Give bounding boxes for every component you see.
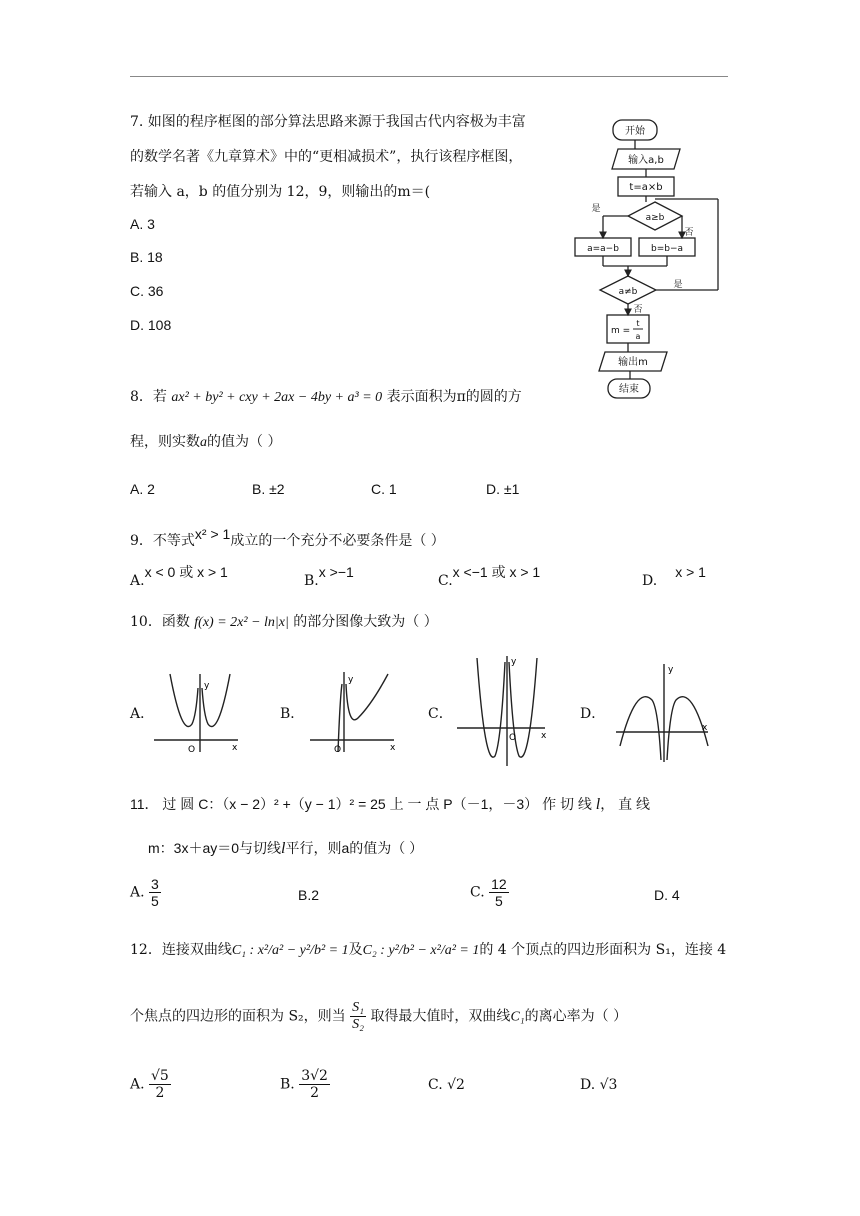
flow-left: a=a−b [587,244,619,254]
svg-text:O: O [188,745,196,754]
q7-line2: 的数学名著《九章算术》中的“更相减损术”，执行该程序框图， [130,149,523,165]
q7-line3: 若输入 a，b 的值分别为 12，9，则输出的m＝( [130,184,431,200]
svg-text:y: y [668,665,674,675]
q10-graph-d[interactable] [614,660,714,764]
q9-option-d[interactable]: D.x > 1 [642,564,706,589]
svg-text:x: x [541,731,547,741]
flow-yes1: 是 [591,204,601,214]
flow-input: 输入a,b [628,155,664,166]
q10-label-d[interactable]: D． [580,706,606,722]
q9-option-c[interactable]: C.x <−1 或 x > 1 [438,564,541,589]
flow-cond2: a≠b [618,287,638,297]
svg-text:y: y [204,681,210,691]
q10-graph-a[interactable] [152,668,244,754]
svg-text:O: O [509,733,517,743]
q7-option-a[interactable]: A. 3 [130,216,155,232]
q12-option-c[interactable]: C. √2 [428,1077,465,1093]
q8-option-a[interactable]: A. 2 [130,481,155,497]
flow-m-num: t [636,319,640,328]
q11-option-d[interactable]: D. 4 [654,887,680,903]
q7-flowchart [568,112,728,404]
q12-c1: C₁ : x²/a² − y²/b² = 1 [231,943,349,958]
flow-end: 结束 [619,384,639,395]
q9-option-a[interactable]: A.x < 0 或 x > 1 [130,564,228,589]
q7-line1: 7. 如图的程序框图的部分算法思路来源于我国古代内容极为丰富 [130,114,526,130]
flow-yes2: 是 [673,280,683,290]
q12-option-b[interactable]: B. $\frac{3√2}{2}$ [280,1068,328,1101]
q8-option-b[interactable]: B. ±2 [252,481,285,497]
flow-output: 输出m [618,357,648,368]
q11-line1: 11． 过 圆 C：（x − 2）² +（y − 1）² = 25 上 一 点 P（－1，－3） 作 切 线 l， 直 线 [130,796,650,813]
q12-option-a[interactable]: A. $\frac{√5}{2}$ [130,1068,169,1101]
q10-graph-b[interactable] [308,668,400,754]
q8-equation: ax² + by² + cxy + 2ax − 4by + a³ = 0 [171,390,383,405]
q7-option-b[interactable]: B. 18 [130,249,163,265]
flow-right: b=b−a [650,244,684,254]
q8-option-c[interactable]: C. 1 [371,481,397,497]
q11-option-b[interactable]: B.2 [298,887,320,903]
svg-text:y: y [348,675,354,685]
q7-option-c[interactable]: C. 36 [130,283,164,299]
q7-option-d[interactable]: D. 108 [130,317,172,333]
flow-m-lhs: m = [611,326,631,336]
svg-text:x: x [390,743,396,753]
q11-option-c[interactable]: C. $\frac{12}{5}$ [470,876,507,909]
flow-no1: 否 [684,228,694,238]
q9-line1: 9．不等式x² > 1成立的一个充分不必要条件是（ ） [130,526,445,549]
svg-text:x: x [232,743,238,753]
q10-line1: 10．函数 f(x) = 2x² − ln|x| 的部分图像大致为（ ） [130,614,438,630]
flow-no2: 否 [633,305,643,315]
q10-function: f(x) = 2x² − ln|x| [194,615,289,630]
q12-line1: 12．连接双曲线C₁ : x²/a² − y²/b² = 1及C₂ : y²/b² − x²/a² = 1的 4 个顶点的四边形面积为 S₁，连接 4 [130,942,727,958]
flow-assign: t=a×b [629,182,663,193]
q10-label-a[interactable]: A． [130,706,155,722]
q12-c2: C₂ : y²/b² − x²/a² = 1 [362,943,480,958]
q12-option-d[interactable]: D. √3 [580,1077,618,1093]
flow-m-den: a [635,332,641,341]
q8-line2: 程，则实数a的值为（ ） [130,434,282,450]
q11-option-a[interactable]: A. $\frac{3}{5}$ [130,876,159,909]
q9-option-b[interactable]: B.x >−1 [304,564,354,589]
q10-label-c[interactable]: C． [428,706,453,722]
q9-ineq: x² > 1 [194,526,231,542]
svg-text:x: x [702,723,708,733]
svg-text:y: y [511,657,517,667]
q12-line2: 个焦点的四边形的面积为 S₂，则当 $\frac{\text{S₁}}{\text{S₂}}$ 取得最大值时，双曲线C₁的离心率为（ ） [130,1000,628,1032]
flow-cond1: a≥b [645,213,665,223]
q11-line2: m：3x＋ay＝0与切线l平行，则a的值为（ ） [148,840,424,857]
header-rule [130,76,728,77]
flow-start: 开始 [625,126,645,137]
q10-label-b[interactable]: B． [280,706,305,722]
q8-line1: 8．若 ax² + by² + cxy + 2ax − 4by + a³ = 0 表示面积为π的圆的方 [130,389,522,405]
q8-option-d[interactable]: D. ±1 [486,481,520,497]
svg-text:O: O [334,745,342,754]
q10-graph-c[interactable] [455,652,553,770]
